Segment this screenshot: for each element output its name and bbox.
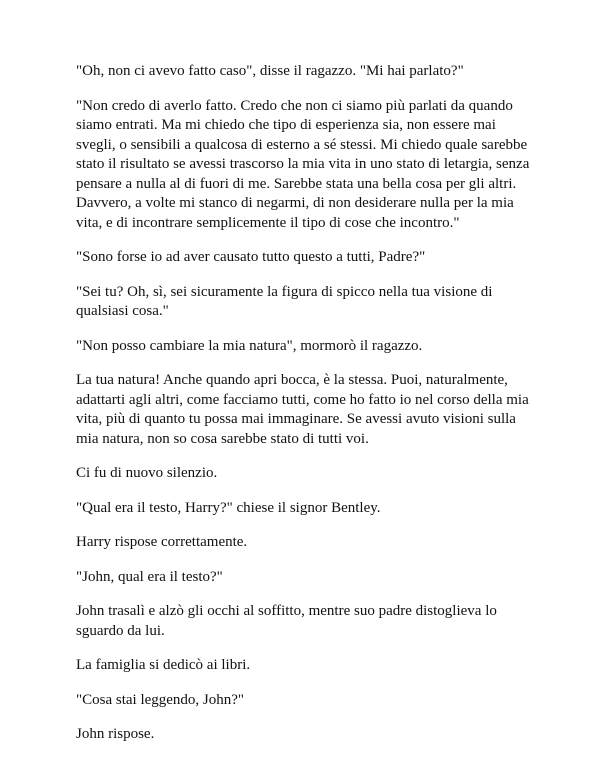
paragraph-8: "Qual era il testo, Harry?" chiese il signor Bentley. xyxy=(76,499,381,516)
paragraph-7: Ci fu di nuovo silenzio. xyxy=(76,465,218,481)
paragraph-4: "Sei tu? Oh, sì, sei sicuramente la figura di spicco nella tua visione di qualsiasi cosa." xyxy=(76,283,493,319)
paragraph-12: La famiglia si dedicò ai libri. xyxy=(76,657,251,673)
paragraph-9: Harry rispose correttamente. xyxy=(76,534,248,550)
document-page xyxy=(76,62,536,760)
paragraph-2: "Non credo di averlo fatto. Credo che non ci siamo più parlati da quando siamo entrati. Ma mi chiedo che tipo di esperienza sia, non essere mai svegli, o sensibili a qualcosa di esterno a sé stessi. Mi chiedo quale sarebbe stato il risultato se avessi trascorso la mia vita in uno stato di letargia, senza pensare a nulla al di fuori di me. Sarebbe stata una bella cosa per gli altri. Davvero, a volte mi stanco di negarmi, di non desiderare nulla per la mia vita, e di incontrare semplicemente il tipo di cose che incontro." xyxy=(76,97,530,231)
paragraph-11: John trasalì e alzò gli occhi al soffitto, mentre suo padre distoglieva lo sguardo da lui. xyxy=(76,603,497,639)
paragraph-1: "Oh, non ci avevo fatto caso", disse il ragazzo. "Mi hai parlato?" xyxy=(76,63,464,79)
paragraph-3: "Sono forse io ad aver causato tutto questo a tutti, Padre?" xyxy=(76,249,426,265)
paragraph-5: "Non posso cambiare la mia natura", mormorò il ragazzo. xyxy=(76,337,423,354)
paragraph-13: "Cosa stai leggendo, John?" xyxy=(76,691,245,708)
paragraph-6: La tua natura! Anche quando apri bocca, è la stessa. Puoi, naturalmente, adattarti agli altri, come facciamo tutti, come ho fatto io nel corso della mia vita, più di quanto tu possa mai immaginare. Se avessi avuto visioni sulla mia natura, non so cosa sarebbe stato di tutti voi. xyxy=(76,372,529,447)
paragraph-10: "John, qual era il testo?" xyxy=(76,568,223,585)
paragraph-14: John rispose. xyxy=(76,726,155,742)
